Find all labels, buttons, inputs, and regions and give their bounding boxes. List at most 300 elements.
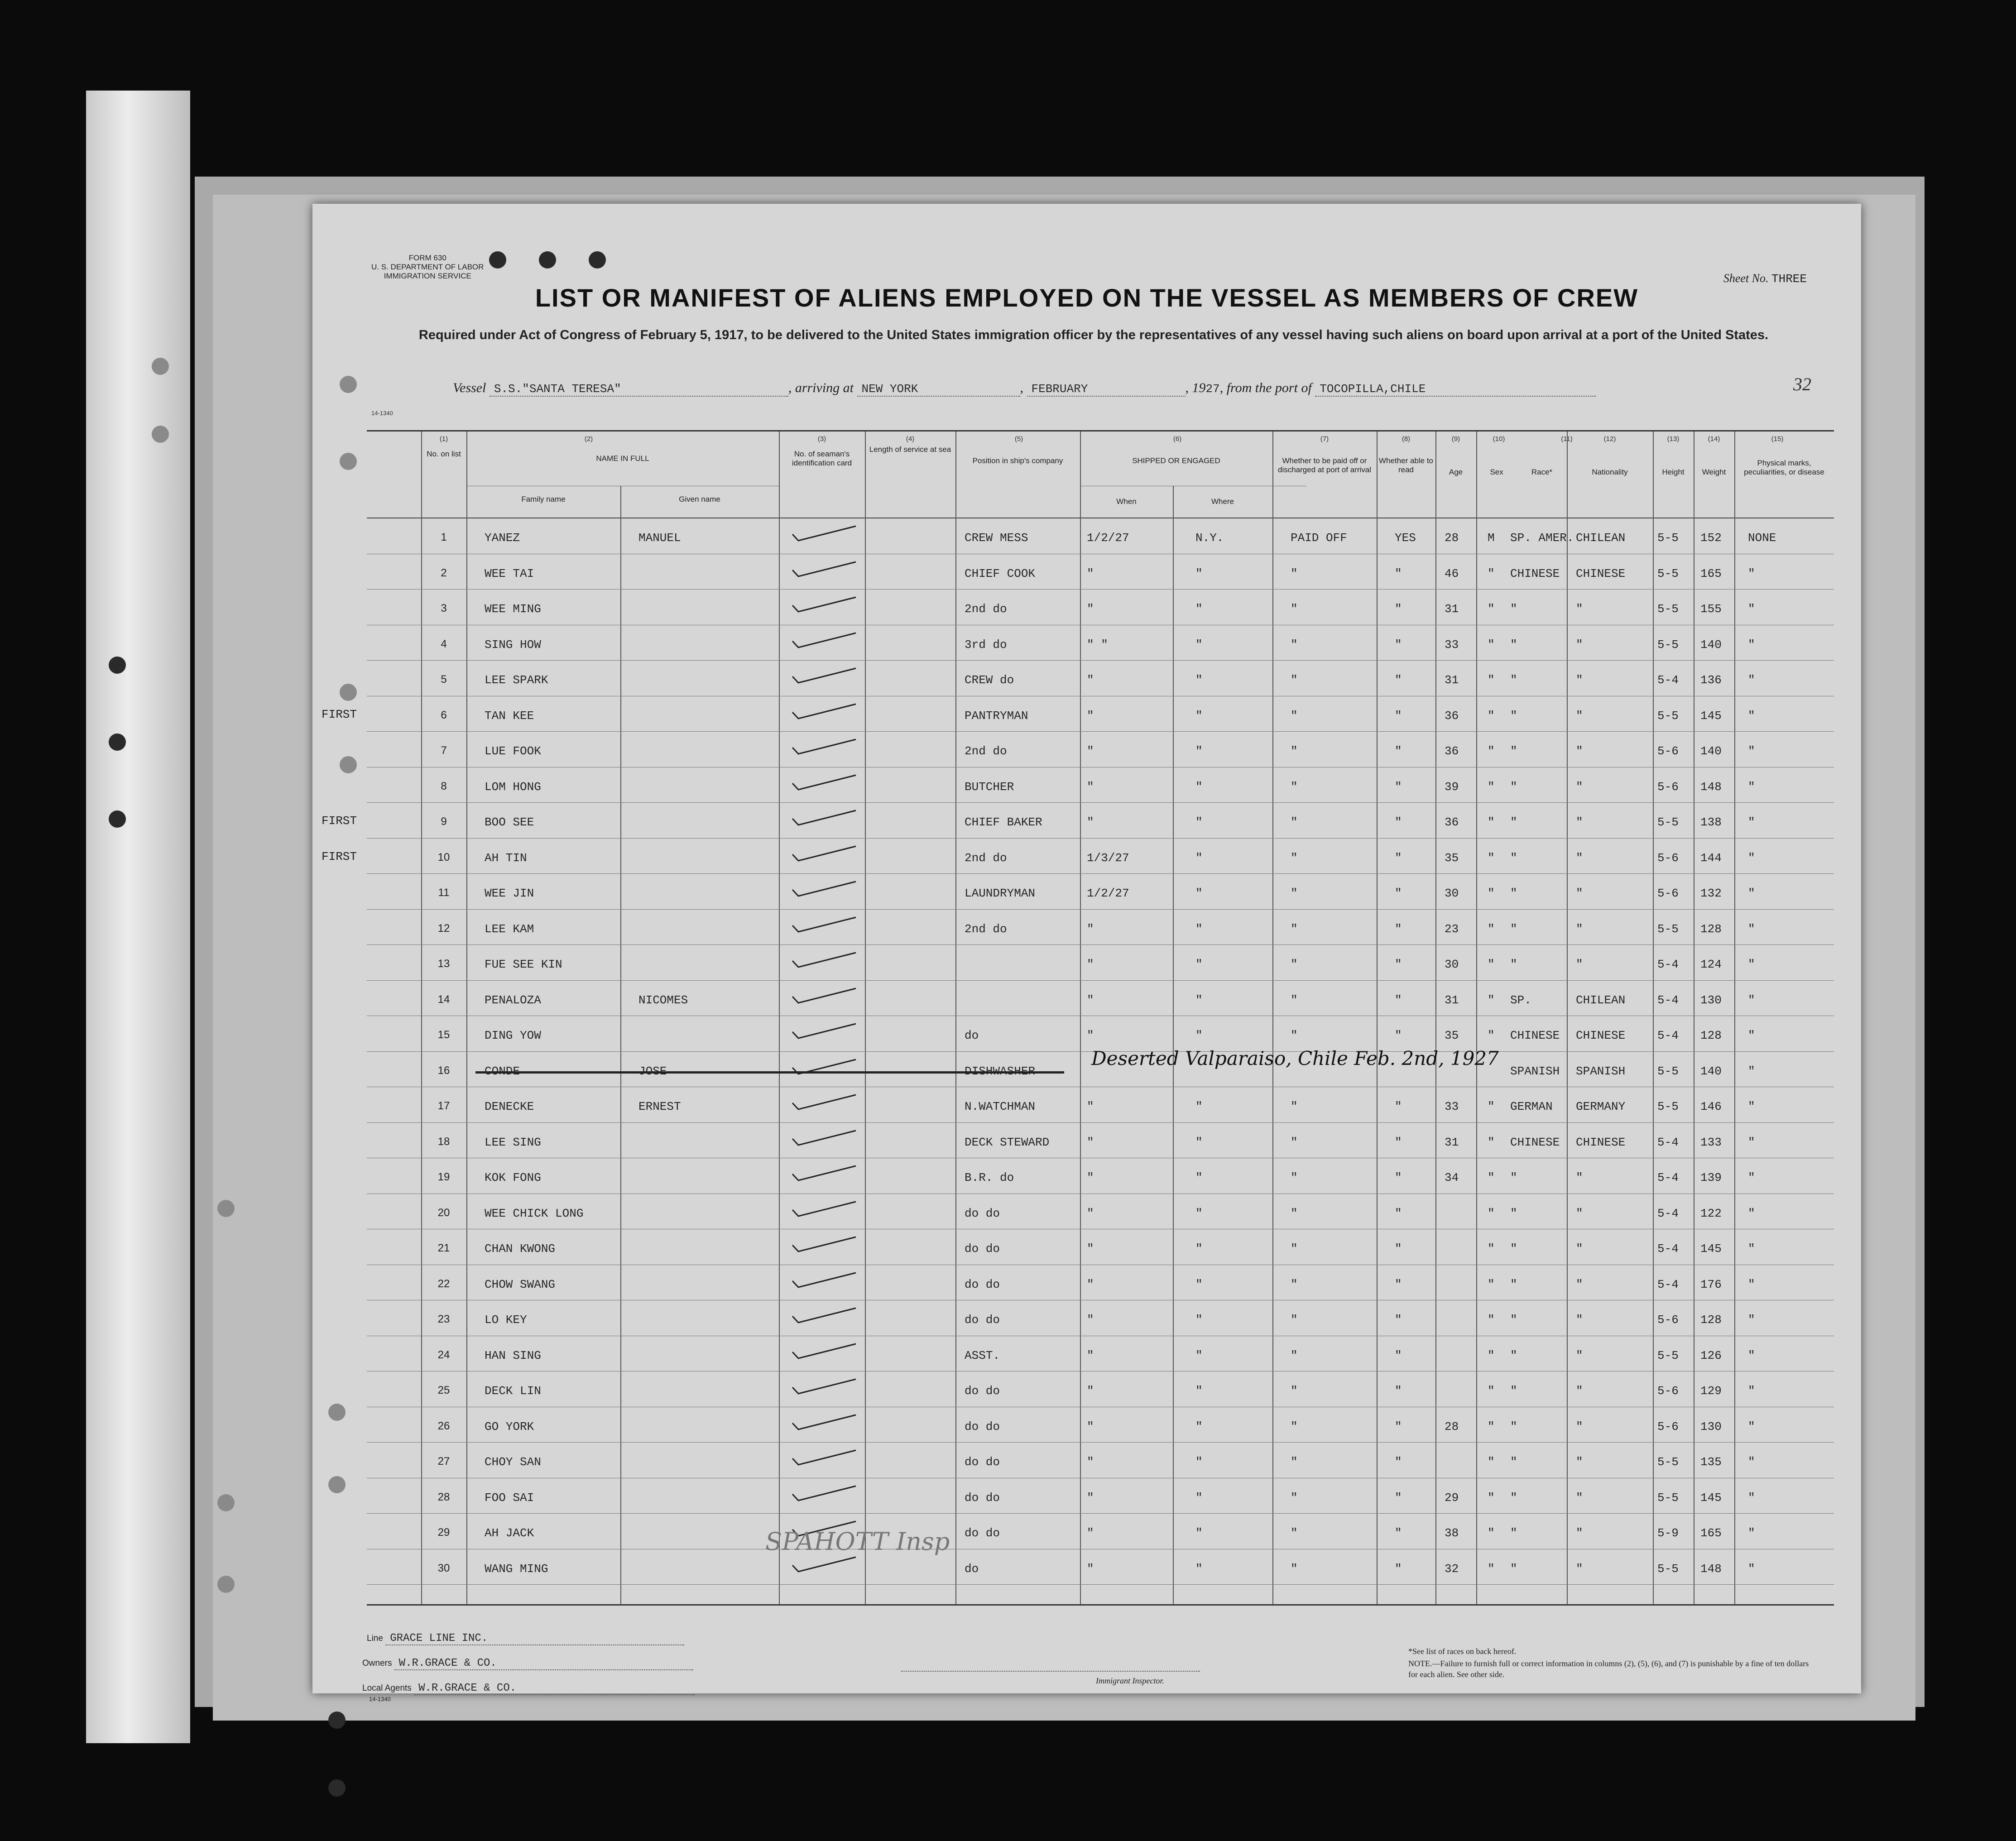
- family-name: WEE CHICK LONG: [485, 1206, 584, 1220]
- binder-hole: [217, 1576, 235, 1593]
- sex: ": [1488, 1491, 1495, 1505]
- race: ": [1510, 1242, 1517, 1256]
- paid-off: ": [1291, 1384, 1298, 1398]
- able-to-read: ": [1395, 1526, 1402, 1540]
- check-mark-icon: [790, 880, 858, 898]
- shipped-when: ": [1087, 815, 1094, 829]
- from-label: from the port of: [1226, 380, 1312, 395]
- race: GERMAN: [1510, 1100, 1553, 1113]
- shipped-where: ": [1195, 602, 1203, 616]
- check-mark-icon: [790, 1448, 858, 1467]
- height: 5-5: [1657, 815, 1679, 829]
- paid-off: ": [1291, 1135, 1298, 1149]
- row-rule: [367, 660, 1834, 661]
- binder-hole: [109, 657, 126, 674]
- vessel-line: Vessel S.S."SANTA TERESA" , arriving at NEW YORK , FEBRUARY , 1927, from the port of TOCOPILLA,CHILE: [453, 380, 1596, 397]
- paid-off: ": [1291, 815, 1298, 829]
- sex: ": [1488, 709, 1495, 723]
- age: 35: [1445, 1029, 1459, 1042]
- family-name: SING HOW: [485, 638, 541, 652]
- sex: ": [1488, 958, 1495, 971]
- paid-off: ": [1291, 1562, 1298, 1576]
- nationality: ": [1576, 1384, 1583, 1398]
- row-number: 14: [437, 993, 450, 1006]
- shipped-where: ": [1195, 744, 1203, 758]
- row-number: 30: [437, 1562, 450, 1574]
- row-number: 4: [441, 638, 447, 650]
- shipped-where: ": [1195, 1029, 1203, 1042]
- header-race: Race*: [1531, 468, 1553, 476]
- shipped-where: ": [1195, 1277, 1203, 1291]
- header-no-on-list: No. on list: [427, 450, 461, 458]
- height: 5-4: [1657, 1135, 1679, 1149]
- nationality: ": [1576, 1242, 1583, 1256]
- row-number: 5: [441, 673, 447, 686]
- physical-marks: ": [1748, 1242, 1755, 1256]
- able-to-read: ": [1395, 638, 1402, 652]
- height: 5-6: [1657, 780, 1679, 794]
- paid-off: ": [1291, 709, 1298, 723]
- height: 5-5: [1657, 922, 1679, 936]
- sex: ": [1488, 851, 1495, 865]
- shipped-when: 1/2/27: [1087, 887, 1129, 900]
- height: 5-6: [1657, 1419, 1679, 1433]
- shipped-where: ": [1195, 566, 1203, 580]
- nationality: ": [1576, 815, 1583, 829]
- nationality: ": [1576, 1171, 1583, 1184]
- shipped-when: ": [1087, 993, 1094, 1007]
- check-mark-icon: [790, 666, 858, 685]
- shipped-where: ": [1195, 1348, 1203, 1362]
- header-age: Age: [1449, 468, 1463, 476]
- vessel-label: Vessel: [453, 380, 486, 395]
- punch-hole: [328, 1404, 346, 1421]
- family-name: TAN KEE: [485, 709, 534, 723]
- paid-off: ": [1291, 1100, 1298, 1113]
- check-mark-icon: [790, 1129, 858, 1147]
- family-name: YANEZ: [485, 531, 520, 545]
- check-mark-icon: [790, 1377, 858, 1395]
- sex: ": [1488, 815, 1495, 829]
- sex: ": [1488, 673, 1495, 687]
- sex: ": [1488, 602, 1495, 616]
- strike-through-line: [475, 1071, 1064, 1074]
- age: 34: [1445, 1171, 1459, 1184]
- footer-line: [367, 1632, 684, 1645]
- able-to-read: ": [1395, 922, 1402, 936]
- paid-off: ": [1291, 922, 1298, 936]
- given-name: NICOMES: [638, 993, 688, 1007]
- col-line: [1476, 431, 1477, 1604]
- nationality: ": [1576, 887, 1583, 900]
- position: 2nd do: [965, 922, 1007, 936]
- height: 5-6: [1657, 744, 1679, 758]
- arriving-label: arriving at: [795, 380, 854, 395]
- able-to-read: ": [1395, 566, 1402, 580]
- check-mark-icon: [790, 1306, 858, 1324]
- race: ": [1510, 815, 1517, 829]
- height: 5-6: [1657, 1384, 1679, 1398]
- header-nationality: Nationality: [1592, 468, 1628, 476]
- shipped-when: ": [1087, 780, 1094, 794]
- check-mark-icon: [790, 809, 858, 827]
- physical-marks: ": [1748, 1100, 1755, 1113]
- physical-marks: ": [1748, 1455, 1755, 1469]
- able-to-read: ": [1395, 1419, 1402, 1433]
- height: 5-6: [1657, 887, 1679, 900]
- paid-off: ": [1291, 1526, 1298, 1540]
- shipped-where: ": [1195, 709, 1203, 723]
- shipped-when: 1/2/27: [1087, 531, 1129, 545]
- family-name: LEE SPARK: [485, 673, 548, 687]
- line-label: Line: [367, 1634, 383, 1643]
- sex: ": [1488, 1313, 1495, 1327]
- position: PANTRYMAN: [965, 709, 1028, 723]
- check-mark-icon: [790, 560, 858, 578]
- year-prefix: 19: [1192, 380, 1206, 395]
- weight: 165: [1700, 566, 1722, 580]
- shipped-when: ": [1087, 1277, 1094, 1291]
- race: ": [1510, 1171, 1517, 1184]
- shipped-when: ": [1087, 1384, 1094, 1398]
- family-name: WEE TAI: [485, 566, 534, 580]
- row-number: 3: [441, 602, 447, 614]
- header-when: When: [1116, 497, 1137, 506]
- able-to-read: ": [1395, 887, 1402, 900]
- check-mark-icon: [790, 951, 858, 969]
- check-mark-icon: [790, 1093, 858, 1111]
- race: ": [1510, 851, 1517, 865]
- crew-table: [367, 430, 1834, 1606]
- row-number: 2: [441, 566, 447, 579]
- weight: 145: [1700, 1242, 1722, 1256]
- check-mark-icon: [790, 844, 858, 863]
- able-to-read: ": [1395, 602, 1402, 616]
- owners-value: W.R.GRACE & CO.: [394, 1657, 693, 1670]
- race: ": [1510, 780, 1517, 794]
- shipped-where: ": [1195, 851, 1203, 865]
- nationality: ": [1576, 1491, 1583, 1505]
- shipped-where: ": [1195, 1455, 1203, 1469]
- paid-off: ": [1291, 1029, 1298, 1042]
- able-to-read: ": [1395, 851, 1402, 865]
- row-number: 24: [437, 1348, 450, 1361]
- agents-label: Local Agents: [362, 1683, 412, 1693]
- race: ": [1510, 1455, 1517, 1469]
- check-mark-icon: [790, 1164, 858, 1182]
- nationality: GERMANY: [1576, 1100, 1626, 1113]
- height: 5-5: [1657, 709, 1679, 723]
- position: B.R. do: [965, 1171, 1014, 1184]
- sex: ": [1488, 1562, 1495, 1576]
- check-mark-icon: [790, 595, 858, 614]
- height: 5-5: [1657, 638, 1679, 652]
- position: do do: [965, 1455, 1000, 1469]
- row-number: 18: [437, 1135, 450, 1148]
- shipped-where: ": [1195, 1171, 1203, 1184]
- sex: ": [1488, 1029, 1495, 1042]
- weight: 146: [1700, 1100, 1722, 1113]
- paid-off: ": [1291, 1419, 1298, 1433]
- family-name: LUE FOOK: [485, 744, 541, 758]
- header-able-read: Whether able to read: [1379, 456, 1434, 474]
- nationality: ": [1576, 1562, 1583, 1576]
- paid-off: ": [1291, 1313, 1298, 1327]
- header-where: Where: [1211, 497, 1234, 506]
- row-number: 29: [437, 1526, 450, 1539]
- position: CHIEF COOK: [965, 566, 1036, 580]
- family-name: DENECKE: [485, 1100, 534, 1113]
- check-mark-icon: [790, 773, 858, 791]
- able-to-read: ": [1395, 815, 1402, 829]
- paid-off: ": [1291, 1277, 1298, 1291]
- position: 2nd do: [965, 602, 1007, 616]
- nationality: ": [1576, 1455, 1583, 1469]
- punch-hole: [539, 251, 556, 268]
- age: 35: [1445, 851, 1459, 865]
- inspector-label: Immigrant Inspector.: [1096, 1676, 1164, 1685]
- shipped-when: ": [1087, 1491, 1094, 1505]
- shipped-when: ": [1087, 1526, 1094, 1540]
- race: ": [1510, 1419, 1517, 1433]
- able-to-read: ": [1395, 709, 1402, 723]
- shipped-when: ": [1087, 1171, 1094, 1184]
- sex: ": [1488, 922, 1495, 936]
- shipped-when: ": [1087, 1419, 1094, 1433]
- punch-hole: [340, 756, 357, 773]
- age: 36: [1445, 744, 1459, 758]
- age: 46: [1445, 566, 1459, 580]
- family-name: AH JACK: [485, 1526, 534, 1540]
- row-rule: [367, 909, 1834, 910]
- position: DISHWASHER: [965, 1064, 1036, 1078]
- nationality: ": [1576, 744, 1583, 758]
- binder-hole: [109, 810, 126, 828]
- physical-marks: ": [1748, 851, 1755, 865]
- row-rule: [367, 1442, 1834, 1443]
- col-number: (15): [1771, 435, 1784, 443]
- physical-marks: ": [1748, 1171, 1755, 1184]
- age: 31: [1445, 673, 1459, 687]
- age: 31: [1445, 1135, 1459, 1149]
- row-number: 6: [441, 709, 447, 721]
- physical-marks: ": [1748, 1491, 1755, 1505]
- check-mark-icon: [790, 987, 858, 1005]
- age: 29: [1445, 1491, 1459, 1505]
- check-mark-icon: [790, 916, 858, 934]
- family-name: CHOY SAN: [485, 1455, 541, 1469]
- physical-marks: ": [1748, 1419, 1755, 1433]
- header-given-name: Given name: [679, 495, 720, 503]
- age: 23: [1445, 922, 1459, 936]
- position: do do: [965, 1526, 1000, 1540]
- height: 5-5: [1657, 531, 1679, 545]
- race: ": [1510, 922, 1517, 936]
- family-name: DECK LIN: [485, 1384, 541, 1398]
- race: ": [1510, 887, 1517, 900]
- weight: 130: [1700, 1419, 1722, 1433]
- able-to-read: ": [1395, 780, 1402, 794]
- age: 33: [1445, 1100, 1459, 1113]
- col-number: (7): [1320, 435, 1329, 443]
- family-name: FOO SAI: [485, 1491, 534, 1505]
- nationality: ": [1576, 780, 1583, 794]
- col-line: [1734, 431, 1735, 1604]
- weight: 136: [1700, 673, 1722, 687]
- position: 2nd do: [965, 744, 1007, 758]
- able-to-read: ": [1395, 1135, 1402, 1149]
- height: 5-5: [1657, 566, 1679, 580]
- form-header: [371, 254, 484, 281]
- header-sex: Sex: [1490, 468, 1503, 476]
- height: 5-9: [1657, 1526, 1679, 1540]
- paid-off: ": [1291, 1206, 1298, 1220]
- shipped-when: ": [1087, 1206, 1094, 1220]
- col-number: (9): [1451, 435, 1460, 443]
- year-suffix: 27: [1205, 382, 1220, 396]
- inspector-line: [901, 1671, 1200, 1672]
- able-to-read: YES: [1395, 531, 1416, 545]
- shipped-when: ": [1087, 1348, 1094, 1362]
- shipped-where: ": [1195, 1384, 1203, 1398]
- height: 5-6: [1657, 851, 1679, 865]
- shipped-where: ": [1195, 1526, 1203, 1540]
- service-name: IMMIGRATION SERVICE: [384, 272, 471, 280]
- nationality: ": [1576, 922, 1583, 936]
- able-to-read: ": [1395, 1029, 1402, 1042]
- able-to-read: ": [1395, 1313, 1402, 1327]
- family-name: KOK FONG: [485, 1171, 541, 1184]
- weight: 148: [1700, 780, 1722, 794]
- family-name: BOO SEE: [485, 815, 534, 829]
- row-rule: [367, 1584, 1834, 1585]
- position: do do: [965, 1206, 1000, 1220]
- paid-off: ": [1291, 780, 1298, 794]
- col-number: (6): [1173, 435, 1182, 443]
- position: N.WATCHMAN: [965, 1100, 1036, 1113]
- race: ": [1510, 1206, 1517, 1220]
- form-number: FORM 630: [408, 254, 446, 262]
- col-line: [1653, 431, 1654, 1604]
- binder-hole: [217, 1494, 235, 1511]
- row-rule: [367, 980, 1834, 981]
- able-to-read: ": [1395, 1277, 1402, 1291]
- header-height: Height: [1662, 468, 1685, 476]
- margin-note-first: FIRST: [322, 849, 357, 863]
- col-line: [466, 431, 467, 1604]
- weight: 122: [1700, 1206, 1722, 1220]
- age: 31: [1445, 602, 1459, 616]
- col-number: (3): [817, 435, 826, 443]
- weight: 130: [1700, 993, 1722, 1007]
- family-name: DING YOW: [485, 1029, 541, 1042]
- sex: ": [1488, 1242, 1495, 1256]
- nationality: ": [1576, 1313, 1583, 1327]
- col-number: (13): [1667, 435, 1680, 443]
- sex: ": [1488, 638, 1495, 652]
- col-line: [620, 486, 621, 1604]
- able-to-read: ": [1395, 1100, 1402, 1113]
- nationality: CHINESE: [1576, 566, 1626, 580]
- family-name: WEE JIN: [485, 887, 534, 900]
- physical-marks: ": [1748, 1029, 1755, 1042]
- header-shipped: SHIPPED OR ENGAGED: [1132, 456, 1220, 465]
- weight: 138: [1700, 815, 1722, 829]
- shipped-when: ": [1087, 1562, 1094, 1576]
- owners-label: Owners: [362, 1659, 392, 1668]
- paid-off: ": [1291, 566, 1298, 580]
- row-rule: [367, 802, 1834, 803]
- sex: ": [1488, 1100, 1495, 1113]
- margin-note-first: FIRST: [322, 814, 357, 828]
- age: 36: [1445, 815, 1459, 829]
- weight: 139: [1700, 1171, 1722, 1184]
- departure-port: TOCOPILLA,CHILE: [1315, 382, 1596, 397]
- punch-hole: [589, 251, 606, 268]
- height: 5-4: [1657, 1029, 1679, 1042]
- row-number: 8: [441, 780, 447, 792]
- row-number: 13: [437, 958, 450, 970]
- footer-print-code: 14-1340: [369, 1696, 391, 1702]
- shipped-when: ": [1087, 1135, 1094, 1149]
- age: 28: [1445, 1419, 1459, 1433]
- family-name: GO YORK: [485, 1419, 534, 1433]
- nationality: CHINESE: [1576, 1135, 1626, 1149]
- position: do do: [965, 1384, 1000, 1398]
- row-number: 17: [437, 1100, 450, 1112]
- col-number: (12): [1603, 435, 1616, 443]
- nationality: CHINESE: [1576, 1029, 1626, 1042]
- height: 5-5: [1657, 1348, 1679, 1362]
- deserted-annotation: Deserted Valparaiso, Chile Feb. 2nd, 1927: [1091, 1047, 1499, 1069]
- physical-marks: ": [1748, 566, 1755, 580]
- height: 5-4: [1657, 1277, 1679, 1291]
- able-to-read: ": [1395, 673, 1402, 687]
- able-to-read: ": [1395, 744, 1402, 758]
- nationality: ": [1576, 638, 1583, 652]
- col-number: (8): [1402, 435, 1411, 443]
- shipped-where: ": [1195, 887, 1203, 900]
- height: 5-5: [1657, 1064, 1679, 1078]
- race: ": [1510, 1384, 1517, 1398]
- sex: ": [1488, 744, 1495, 758]
- row-rule: [367, 944, 1834, 945]
- punch-hole: [340, 376, 357, 393]
- race: CHINESE: [1510, 1029, 1560, 1042]
- age: 39: [1445, 780, 1459, 794]
- paid-off: ": [1291, 744, 1298, 758]
- height: 5-4: [1657, 1206, 1679, 1220]
- able-to-read: ": [1395, 958, 1402, 971]
- header-family-name: Family name: [521, 495, 566, 503]
- check-mark-icon: [790, 1022, 858, 1040]
- nationality: ": [1576, 709, 1583, 723]
- given-name: MANUEL: [638, 531, 681, 545]
- shipped-where: ": [1195, 1491, 1203, 1505]
- sex: ": [1488, 780, 1495, 794]
- header-length-service: Length of service at sea: [869, 445, 951, 454]
- shipped-when: ": [1087, 566, 1094, 580]
- position: DECK STEWARD: [965, 1135, 1050, 1149]
- physical-marks: ": [1748, 1064, 1755, 1078]
- check-mark-icon: [790, 1342, 858, 1360]
- header-paid-off: Whether to be paid off or discharged at port of arrival: [1278, 456, 1371, 474]
- weight: 165: [1700, 1526, 1722, 1540]
- sex: ": [1488, 993, 1495, 1007]
- sex: ": [1488, 1206, 1495, 1220]
- paid-off: ": [1291, 851, 1298, 865]
- col-line: [1272, 431, 1273, 1604]
